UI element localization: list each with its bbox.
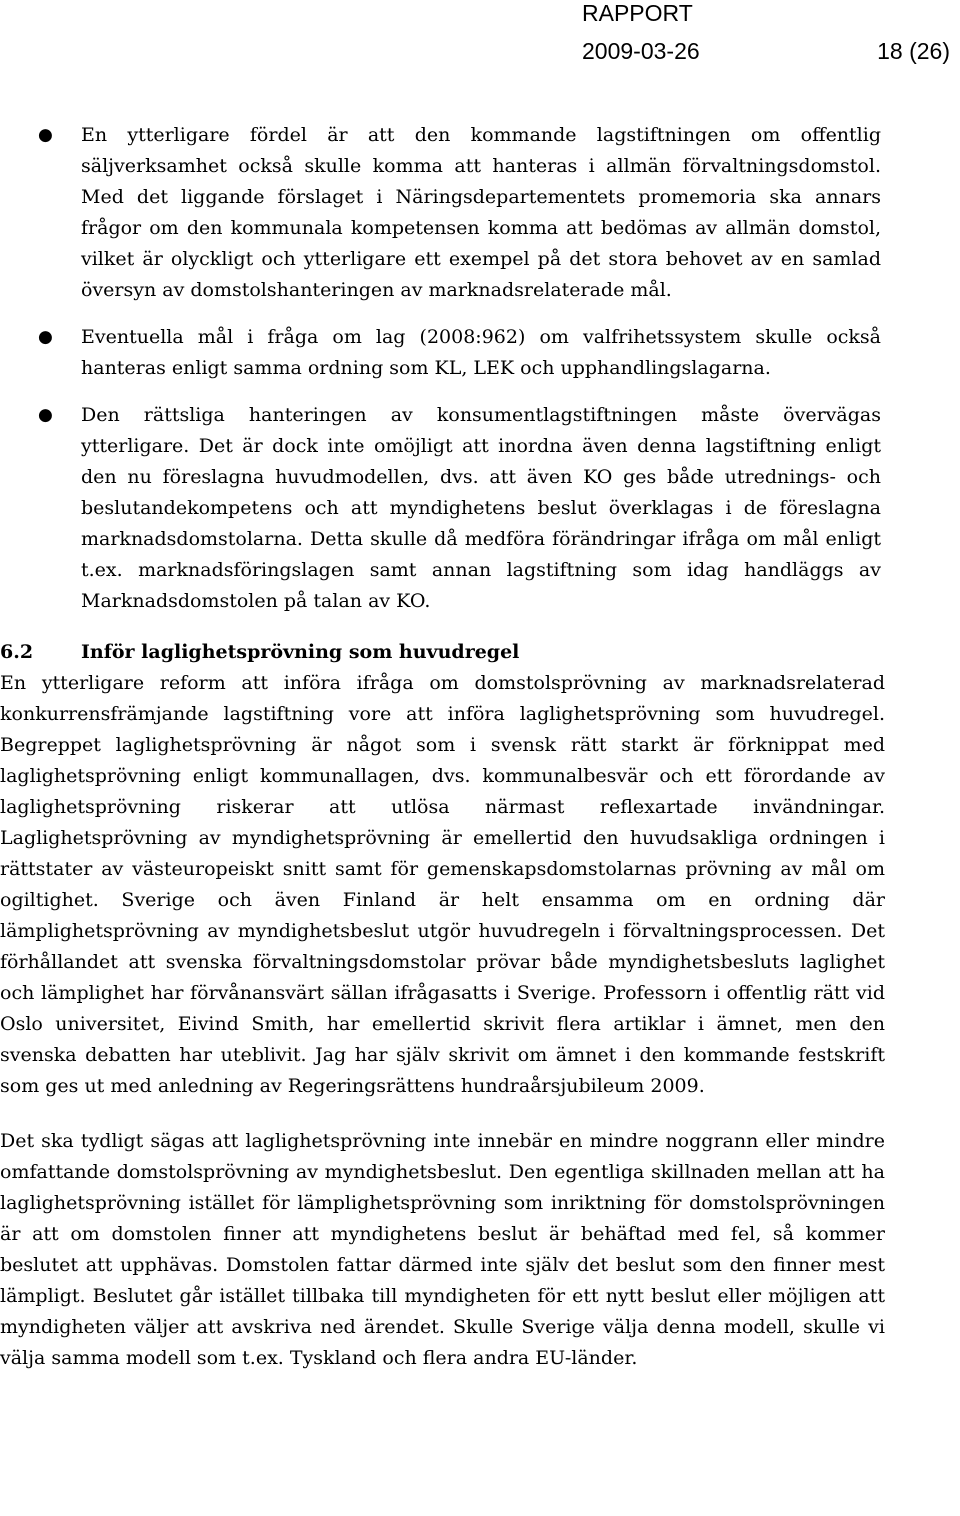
bullet-item xyxy=(0,322,881,384)
document-body xyxy=(0,120,960,1398)
page-number: 18 (26) xyxy=(877,38,950,64)
bullet-icon: ● xyxy=(38,405,53,425)
body-paragraph: Det ska tydligt sägas att laglighetsprövning inte innebär en mindre noggrann eller mindre omfattande domstolsprövning av myndighetsbeslut. Den egentliga skillnaden mellan att ha laglighetsprövning istället för lämplighetsprövning som inriktning för domstolsprövningen är att om domstolen finner att myndighetens beslut är behäftad med fel, så kommer beslutet att upphävas. Domstolen fattar därmed inte själv det beslut som den finner mest lämpligt. Beslutet går istället tillbaka till myndigheten för ett nytt beslut eller möjligen att myndigheten väljer att avskriva ned ärendet. Skulle Sverige välja denna modell, skulle vi välja samma modell som t.ex. Tyskland och flera andra EU-länder. xyxy=(0,1130,885,1369)
section-title: Inför laglighetsprövning som huvudregel xyxy=(81,641,520,663)
document-type: RAPPORT xyxy=(582,0,693,26)
bullet-text: Eventuella mål i fråga om lag (2008:962) om valfrihetssystem skulle också hanteras enligt samma ordning som KL, LEK och upphandlingslagarna. xyxy=(81,326,881,379)
bullet-item xyxy=(0,400,881,617)
page-header xyxy=(0,0,960,70)
document-date: 2009-03-26 xyxy=(582,38,700,64)
section-heading xyxy=(0,637,960,668)
body-paragraph: En ytterligare reform att införa ifråga om domstolsprövning av marknadsrelaterad konkurrensfrämjande lagstiftning vore att införa laglighetsprövning som huvudregel. Begreppet laglighetsprövning är något som i svensk rätt starkt är förknippat med laglighetsprövning enligt kommunallagen, dvs. kommunalbesvär och ett förordande av laglighetsprövning riskerar att utlösa närmast reflexartade invändningar. Laglighetsprövning av myndighetsprövning är emellertid den huvudsakliga ordningen i rättstater av västeuropeiskt snitt samt för gemenskapsdomstolarnas prövning av mål om ogiltighet. Sverige och även Finland är helt ensamma om en ordning där lämplighetsprövning av myndighetsbeslut utgör huvudregeln i förvaltningsprocessen. Det förhållandet att svenska förvaltningsdomstolar prövar både myndighetsbesluts laglighet och lämplighet har förvånansvärt sällan ifrågasatts i Sverige. Professorn i offentlig rätt vid Oslo universitet, Eivind Smith, har emellertid skrivit flera artiklar i ämnet, men den svenska debatten har uteblivit. Jag har själv skrivit om ämnet i den kommande festskrift som ges ut med anledning av Regeringsrättens hundraårsjubileum 2009. xyxy=(0,672,885,1097)
bullet-text: En ytterligare fördel är att den kommande lagstiftningen om offentlig säljverksamhet också skulle komma att hanteras i allmän förvaltningsdomstol. Med det liggande förslaget i Näringsdepartementets promemoria ska annars frågor om den kommunala kompetensen komma att bedömas av allmän domstol, vilket är olyckligt och ytterligare ett exempel på det stora behovet av en samlad översyn av domstolshanteringen av marknadsrelaterade mål. xyxy=(81,124,881,301)
bullet-icon: ● xyxy=(38,327,53,347)
section-number: 6.2 xyxy=(0,641,34,663)
bullet-text: Den rättsliga hanteringen av konsumentlagstiftningen måste övervägas ytterligare. Det är dock inte omöjligt att inordna även denna lagstiftning enligt den nu föreslagna huvudmodellen, dvs. att även KO ges både utrednings- och beslutandekompetens och att myndighetens beslut överklagas i de föreslagna marknadsdomstolarna. Detta skulle då medföra förändringar ifråga om mål enligt t.ex. marknadsföringslagen samt annan lagstiftning som idag handläggs av Marknadsdomstolen på talan av KO. xyxy=(81,404,881,612)
bullet-item xyxy=(0,120,881,306)
bullet-icon: ● xyxy=(38,125,53,145)
bullet-list xyxy=(0,120,960,617)
